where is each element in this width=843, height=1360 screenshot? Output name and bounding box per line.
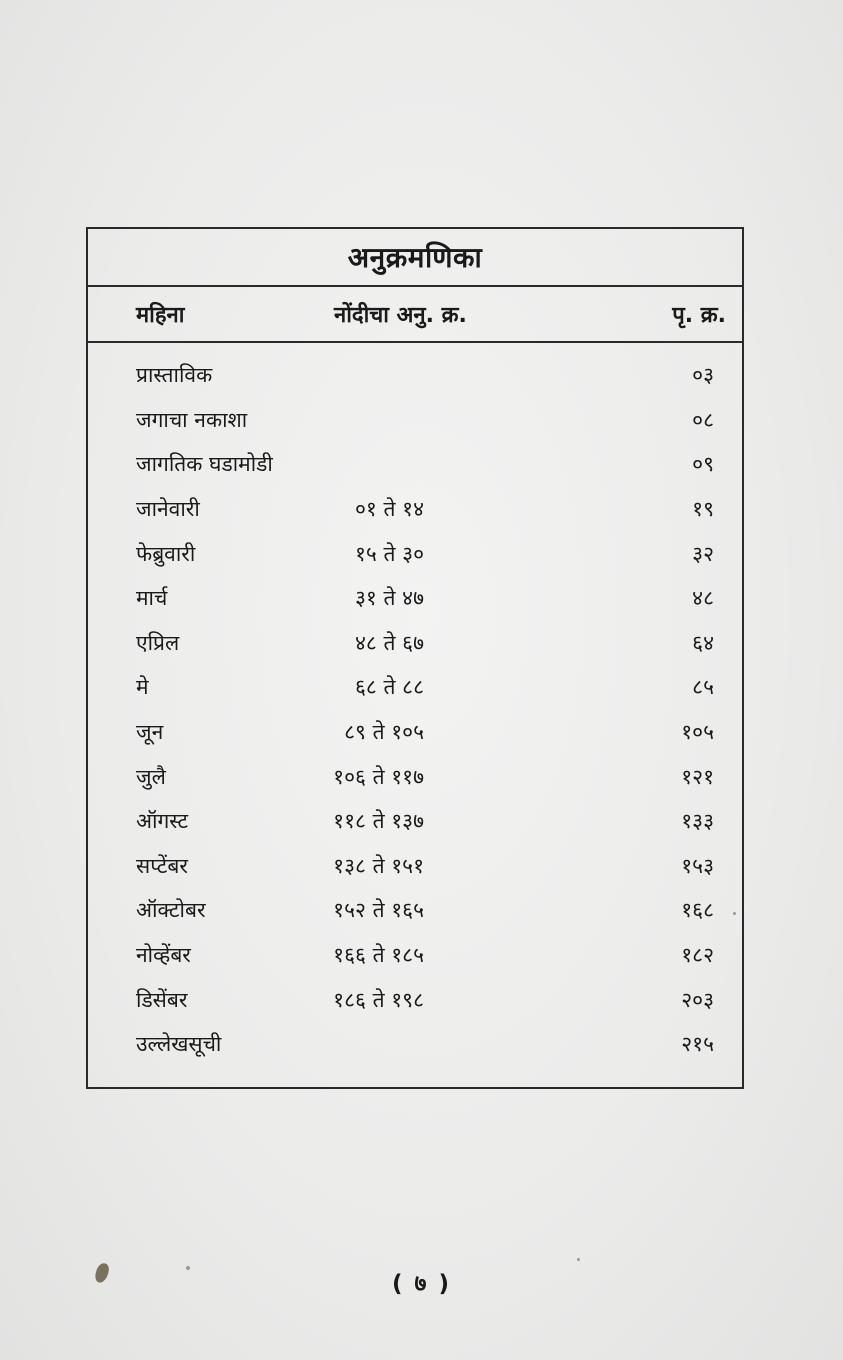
toc-row-page: १९ — [692, 497, 714, 522]
toc-row-entry-range: ०१ ते १४ — [354, 497, 424, 522]
toc-row — [88, 442, 742, 487]
header-page-number: पृ. क्र. — [672, 303, 726, 328]
toc-row — [88, 710, 742, 755]
toc-row-page: ३२ — [692, 541, 714, 566]
toc-header-row — [88, 287, 742, 343]
toc-row-entry-range: ३१ ते ४७ — [354, 586, 424, 611]
toc-row — [88, 933, 742, 978]
toc-row — [88, 888, 742, 933]
toc-row-page: ०९ — [692, 452, 714, 477]
toc-row-entry-range: ४८ ते ६७ — [354, 630, 424, 655]
toc-row-entry-range: ११८ ते १३७ — [333, 809, 424, 834]
toc-row-page: ६४ — [692, 630, 714, 655]
page-number: ( ७ ) — [392, 1271, 451, 1297]
toc-row-entry-range: ६८ ते ८८ — [354, 675, 424, 700]
toc-row-entry-range: १५ ते ३० — [354, 541, 424, 566]
speck — [577, 1258, 580, 1261]
toc-row — [88, 576, 742, 621]
toc-row-page: २०३ — [681, 987, 714, 1012]
toc-row — [88, 621, 742, 666]
toc-row-month: नोव्हेंबर — [136, 943, 191, 968]
toc-row — [88, 754, 742, 799]
toc-row-entry-range: १६६ ते १८५ — [333, 943, 424, 968]
header-month: महिना — [136, 303, 185, 328]
header-entry-numbers: नोंदीचा अनु. क्र. — [334, 303, 467, 328]
toc-row-month: जानेवारी — [136, 497, 200, 522]
toc-row-page: ४८ — [692, 586, 714, 611]
toc-row-month: ऑगस्ट — [136, 809, 189, 834]
toc-row-entry-range: १०६ ते ११७ — [333, 764, 424, 789]
toc-row — [88, 665, 742, 710]
toc-row-page: ८५ — [692, 675, 714, 700]
toc-row — [88, 977, 742, 1022]
toc-row-entry-range: १३८ ते १५१ — [333, 853, 424, 878]
speck — [733, 912, 736, 915]
toc-row-month: उल्लेखसूची — [136, 1032, 222, 1057]
toc-row-page: १०५ — [681, 720, 714, 745]
toc-row-entry-range: ८९ ते १०५ — [344, 720, 424, 745]
toc-row-month: मे — [136, 675, 149, 700]
toc-row-page: १८२ — [681, 943, 714, 968]
toc-row-month: सप्टेंबर — [136, 853, 188, 878]
toc-row — [88, 531, 742, 576]
toc-row — [88, 799, 742, 844]
toc-row-month: जागतिक घडामोडी — [136, 452, 273, 477]
toc-row — [88, 844, 742, 889]
toc-row-page: ०३ — [692, 363, 714, 388]
toc-row — [88, 1022, 742, 1067]
table-of-contents — [86, 227, 744, 1089]
toc-row-month: प्रास्ताविक — [136, 363, 213, 388]
toc-row-page: २१५ — [681, 1032, 714, 1057]
toc-row-page: १२१ — [681, 764, 714, 789]
toc-row-month: जगाचा नकाशा — [136, 407, 248, 432]
toc-rows — [88, 343, 742, 1067]
toc-row-page: १५३ — [681, 853, 714, 878]
toc-row-month: डिसेंबर — [136, 987, 188, 1012]
toc-row — [88, 353, 742, 398]
toc-row-page: १३३ — [681, 809, 714, 834]
toc-row-month: ऑक्टोबर — [136, 898, 206, 923]
toc-row-month: मार्च — [136, 586, 168, 611]
toc-row-page: १६८ — [681, 898, 714, 923]
toc-title: अनुक्रमणिका — [88, 229, 742, 287]
toc-row — [88, 487, 742, 532]
toc-row-month: जून — [136, 720, 164, 745]
toc-row-month: एप्रिल — [136, 630, 180, 655]
toc-row-month: जुलै — [136, 764, 166, 789]
toc-row-month: फेब्रुवारी — [136, 541, 196, 566]
toc-row-entry-range: १५२ ते १६५ — [333, 898, 424, 923]
toc-row-entry-range: १८६ ते १९८ — [333, 987, 424, 1012]
toc-row — [88, 398, 742, 443]
toc-row-page: ०८ — [692, 407, 714, 432]
